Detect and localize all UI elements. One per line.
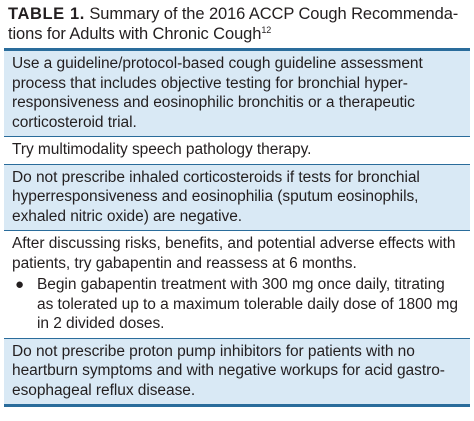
row-text: Use a guideline/protocol-based cough guideline assessment process that includes objective testing for bronchial hyper-responsiveness and eosinophilic bronchitis or a therapeutic corticosteroid trial. — [12, 55, 423, 131]
table-row — [4, 136, 470, 164]
table-title-line2: tions for Adults with Chronic Cough — [8, 25, 262, 43]
reference-number: 12 — [261, 25, 272, 35]
table-row — [4, 230, 470, 338]
row-text: Try multimodality speech pathology therapy. — [12, 141, 312, 158]
bottom-rule — [4, 404, 470, 407]
table-title-line1: Summary of the 2016 ACCP Cough Recommenda- — [89, 5, 459, 23]
table-title — [4, 4, 470, 48]
table-label: TABLE 1. — [8, 5, 85, 23]
recommendations-table — [4, 0, 470, 407]
row-text: Do not prescribe inhaled corticosteroids if tests for bronchial hyperresponsiveness and eosinophilia (sputum eosinophils, exhaled nitric oxide) are negative. — [12, 168, 420, 225]
table-row — [4, 164, 470, 231]
table-row — [4, 51, 470, 136]
bullet-item — [12, 275, 462, 334]
table-row — [4, 338, 470, 405]
row-text: After discussing risks, benefits, and potential adverse effects with patients, try gabapentin and reassess at 6 months. — [12, 235, 456, 272]
row-text: Do not prescribe proton pump inhibitors for patients with no heartburn symptoms and with negative workups for acid gastro-esophageal reflux disease. — [12, 342, 445, 399]
bullet-text: Begin gabapentin treatment with 300 mg once daily, titrating as tolerated up to a maximum tolerable daily dose of 1800 mg in 2 divided doses. — [37, 276, 458, 332]
bullet-icon: ● — [15, 276, 25, 293]
